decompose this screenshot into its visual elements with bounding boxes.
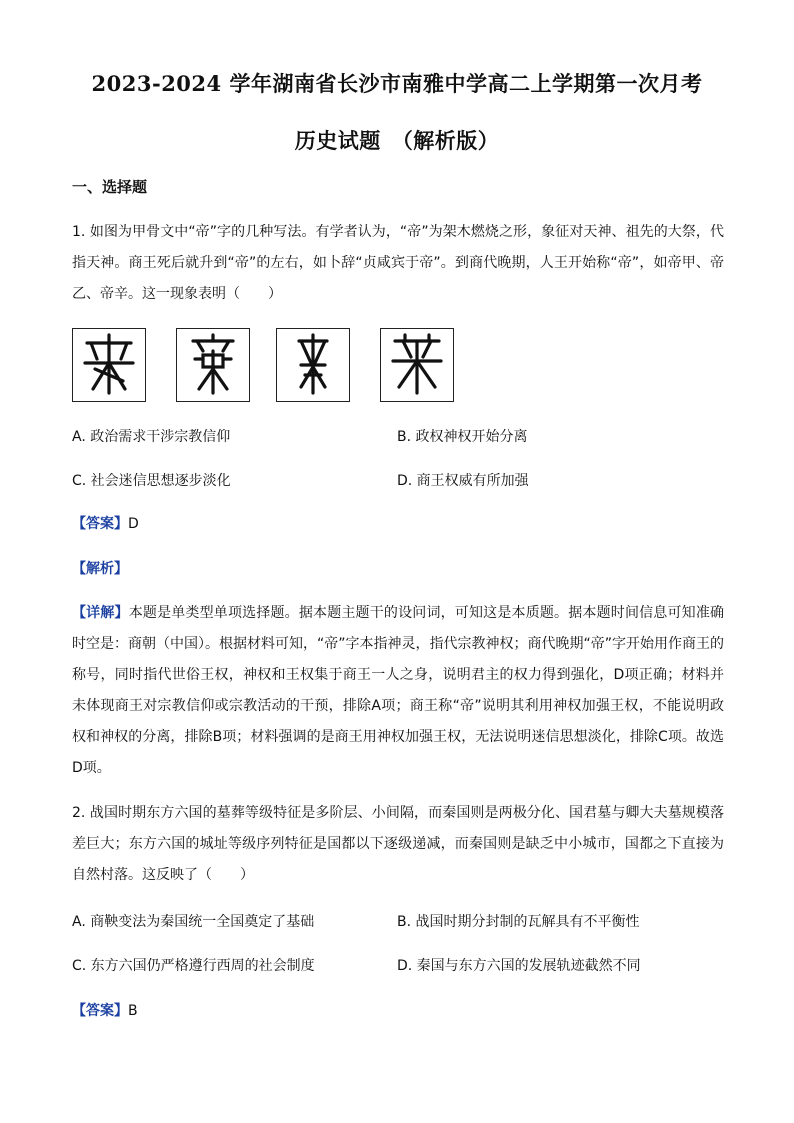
question-1-option-b: B. 政权神权开始分离 [397,429,528,445]
analysis-label: 【解析】 [72,561,128,577]
question-2-stem: 2. 战国时期东方六国的墓葬等级特征是多阶层、小间隔，而秦国则是两极分化、国君墓与卿大夫墓规模落差巨大；东方六国的城址等级序列特征是国都以下逐级递减，而秦国则是缺乏中小城市，国都之下直接为自然村落。这反映了（ ） [72,805,724,883]
document-subtitle: 历史试题 （解析版） [294,128,500,153]
oracle-di-glyph-4 [380,328,454,402]
detail-text: 本题是单类型单项选择题。据本题主题干的设问词，可知这是本质题。据本题时间信息可知准确时空是：商朝（中国）。根据材料可知，“帝”字本指神灵，指代宗教神权；商代晚期“帝”字开始用作商王的称号，同时指代世俗王权，神权和王权集于商王一人之身，说明君主的权力得到强化，D项正确；材料并未体现商王对宗教信仰或宗教活动的干预，排除A项；商王称“帝”说明其利用神权加强王权，不能说明政权和神权的分离，排除B项；材料强调的是商王用神权加强王权，无法说明迷信思想淡化，排除C项。故选D项。 [72,605,725,776]
question-2-option-b: B. 战国时期分封制的瓦解具有不平衡性 [397,914,640,930]
section-heading: 一、选择题 [72,178,148,196]
detail-label: 【详解】 [72,605,129,621]
answer-value: B [128,1003,138,1019]
question-1-option-d: D. 商王权威有所加强 [397,473,529,489]
question-2-option-c: C. 东方六国仍严格遵行西周的社会制度 [72,958,315,974]
answer-label: 【答案】 [72,516,128,532]
oracle-di-glyph-3 [276,328,350,402]
question-1-option-a: A. 政治需求干涉宗教信仰 [72,429,231,445]
answer-value: D [128,516,139,532]
oracle-di-glyph-2 [176,328,250,402]
question-2-answer [72,1000,138,1020]
question-1-stem: 1. 如图为甲骨文中“帝”字的几种写法。有学者认为，“帝”为架木燃烧之形，象征对天神、祖先的大祭，代指天神。商王死后就升到“帝”的左右，如卜辞“贞咸宾于帝”。到商代晚期，人王开始称“帝”，如帝甲、帝乙、帝辛。这一现象表明（ ） [72,224,724,302]
question-1-answer [72,513,139,533]
question-1-analysis-heading [72,558,128,578]
question-2-option-a: A. 商鞅变法为秦国统一全国奠定了基础 [72,914,315,930]
oracle-di-glyph-1 [72,328,146,402]
question-1-detail [72,598,724,784]
document-title: 2023-2024 学年湖南省长沙市南雅中学高二上学期第一次月考 [91,71,703,96]
question-2-option-d: D. 秦国与东方六国的发展轨迹截然不同 [397,958,641,974]
question-1-option-c: C. 社会迷信思想逐步淡化 [72,473,231,489]
answer-label: 【答案】 [72,1003,128,1019]
